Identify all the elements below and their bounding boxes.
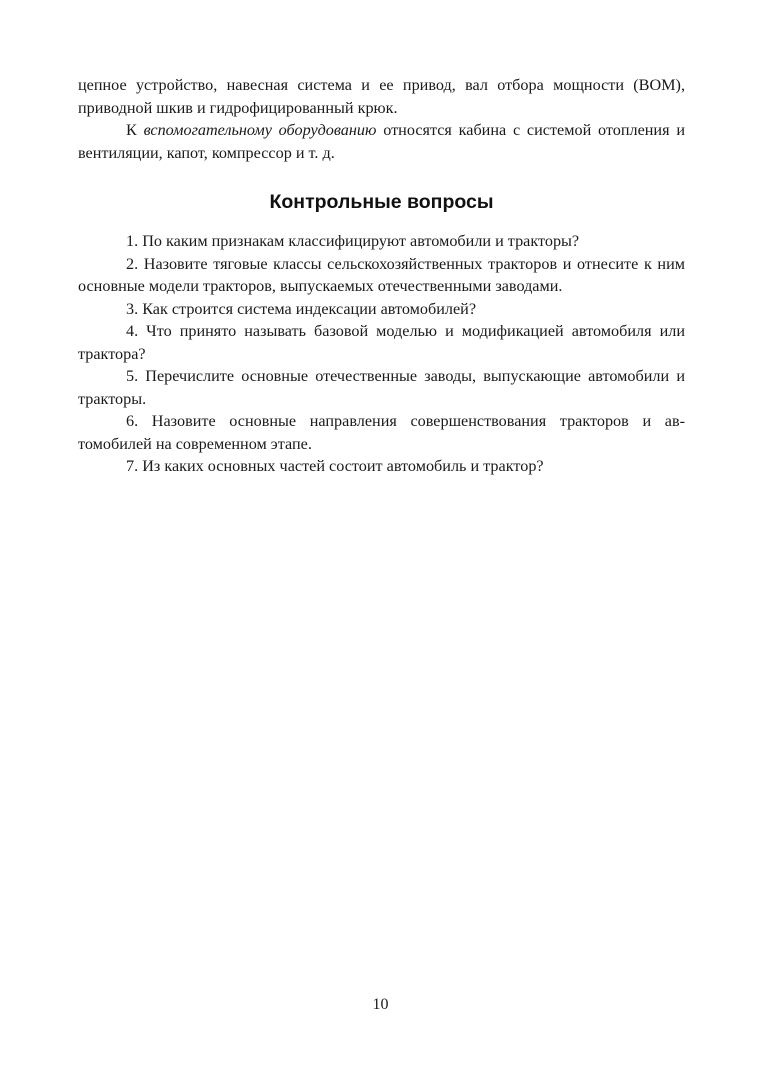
question-item: 7. Из каких основных частей состоит автомобиль и трактор? bbox=[126, 457, 544, 475]
paragraph-2-prefix: К bbox=[126, 121, 144, 139]
question-item: 5. Перечислите основные отечественные заводы, выпускающие автомобили и тракторы. bbox=[78, 367, 685, 408]
question-item: 4. Что принято называть базовой моделью и модификацией автомобиля или трактора? bbox=[78, 322, 685, 363]
page-content bbox=[78, 74, 685, 478]
section-title: Контрольные вопросы bbox=[269, 191, 494, 213]
question-item: 3. Как строится система индексации автомобилей? bbox=[126, 299, 477, 318]
question-item: 1. По каким признакам классифицируют автомобили и тракторы? bbox=[126, 232, 580, 250]
questions-list bbox=[78, 230, 685, 478]
body-paragraph-1: цепное устройство, навесная система и ее привод, вал отбора мощности (ВОМ), приводной шкив и гидрофицированный крюк. bbox=[78, 76, 685, 117]
page-number: 10 bbox=[372, 996, 389, 1013]
emphasis-term: вспомогательному оборудованию bbox=[143, 121, 377, 139]
body-paragraph-2 bbox=[78, 119, 685, 164]
question-item: 2. Назовите тяговые классы сельскохозяйственных тракторов и отнесите к ним основные модели тракторов, выпускаемых отечественными заводами. bbox=[78, 254, 685, 295]
paragraph-2-suffix: относятся кабина с системой отопления и вентиляции, капот, компрессор и т. д. bbox=[78, 121, 685, 162]
question-item: 6. Назовите основные направления совершенствования тракторов и автомобилей на современном этапе. bbox=[78, 412, 685, 453]
